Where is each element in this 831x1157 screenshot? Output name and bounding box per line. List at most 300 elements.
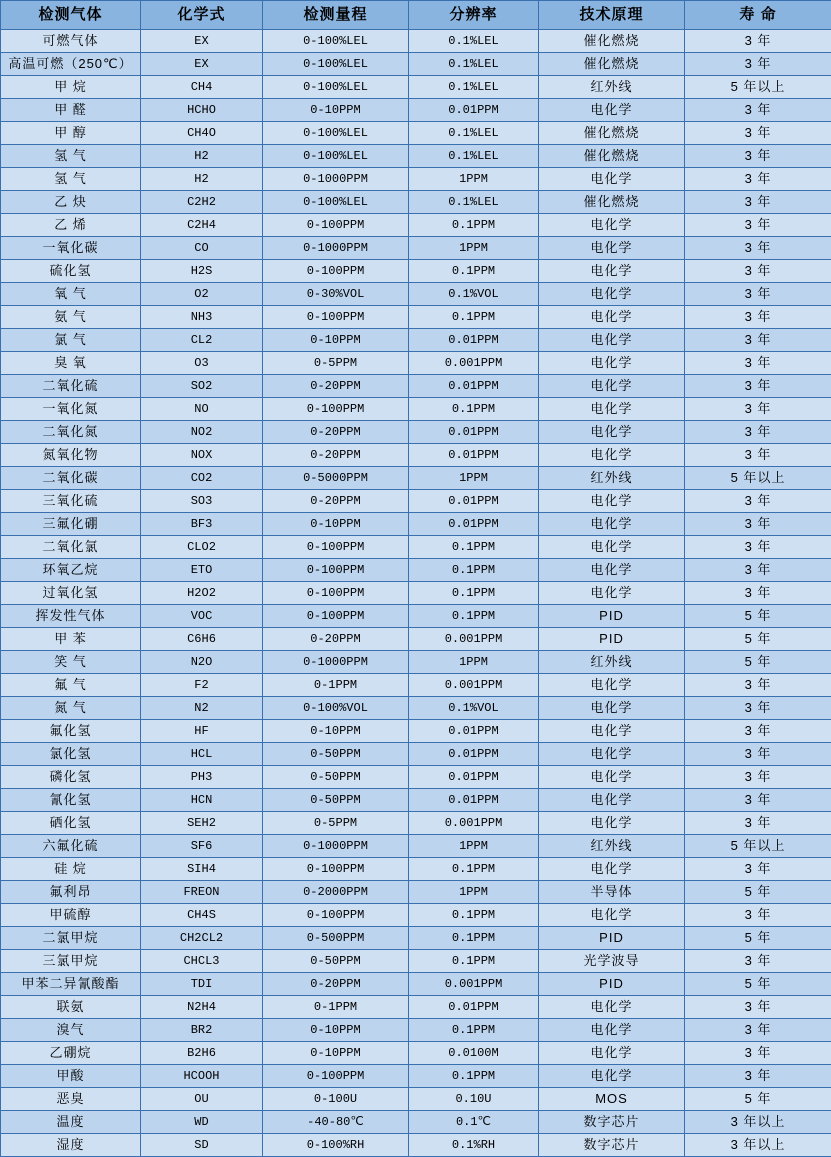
cell-resolution: 0.1℃: [409, 1111, 539, 1134]
cell-gas: 氮氧化物: [1, 444, 141, 467]
cell-gas: 六氟化硫: [1, 835, 141, 858]
table-row: [1, 812, 831, 835]
cell-gas: 臭 氧: [1, 352, 141, 375]
cell-lifetime: 3 年: [685, 536, 831, 559]
table-row: [1, 743, 831, 766]
cell-lifetime: 3 年: [685, 398, 831, 421]
table-row: [1, 168, 831, 191]
cell-range: 0-5PPM: [263, 352, 409, 375]
cell-range: 0-100U: [263, 1088, 409, 1111]
cell-technology: 电化学: [539, 214, 685, 237]
cell-gas: 硫化氢: [1, 260, 141, 283]
table-row: [1, 122, 831, 145]
cell-range: 0-100PPM: [263, 904, 409, 927]
cell-lifetime: 3 年: [685, 582, 831, 605]
cell-gas: 高温可燃（250℃）: [1, 53, 141, 76]
cell-resolution: 0.001PPM: [409, 812, 539, 835]
cell-gas: 可燃气体: [1, 30, 141, 53]
table-row: [1, 973, 831, 996]
table-row: [1, 30, 831, 53]
cell-formula: CLO2: [141, 536, 263, 559]
cell-range: 0-5000PPM: [263, 467, 409, 490]
cell-formula: HCOOH: [141, 1065, 263, 1088]
cell-formula: N2H4: [141, 996, 263, 1019]
cell-range: 0-50PPM: [263, 766, 409, 789]
cell-resolution: 0.1%LEL: [409, 145, 539, 168]
column-header-gas: 检测气体: [1, 1, 141, 30]
cell-resolution: 0.01PPM: [409, 513, 539, 536]
cell-formula: B2H6: [141, 1042, 263, 1065]
cell-range: 0-10PPM: [263, 513, 409, 536]
cell-gas: 二氯甲烷: [1, 927, 141, 950]
cell-gas: 氢 气: [1, 145, 141, 168]
cell-gas: 一氧化碳: [1, 237, 141, 260]
table-row: [1, 421, 831, 444]
table-row: [1, 76, 831, 99]
cell-formula: ETO: [141, 559, 263, 582]
cell-lifetime: 5 年以上: [685, 467, 831, 490]
cell-range: 0-100%LEL: [263, 122, 409, 145]
table-row: [1, 260, 831, 283]
cell-lifetime: 3 年: [685, 53, 831, 76]
table-row: [1, 1111, 831, 1134]
cell-technology: 催化燃烧: [539, 145, 685, 168]
cell-gas: 二氧化氮: [1, 421, 141, 444]
table-row: [1, 352, 831, 375]
table-row: [1, 927, 831, 950]
cell-resolution: 1PPM: [409, 237, 539, 260]
cell-resolution: 0.1PPM: [409, 904, 539, 927]
cell-lifetime: 3 年以上: [685, 1134, 831, 1157]
cell-formula: H2: [141, 145, 263, 168]
cell-resolution: 0.01PPM: [409, 444, 539, 467]
cell-gas: 氰化氢: [1, 789, 141, 812]
cell-technology: 电化学: [539, 743, 685, 766]
cell-lifetime: 3 年: [685, 99, 831, 122]
cell-gas: 氯化氢: [1, 743, 141, 766]
cell-lifetime: 5 年: [685, 1088, 831, 1111]
cell-technology: 电化学: [539, 720, 685, 743]
cell-formula: CHCL3: [141, 950, 263, 973]
cell-formula: C6H6: [141, 628, 263, 651]
column-header-technology: 技术原理: [539, 1, 685, 30]
cell-range: 0-20PPM: [263, 490, 409, 513]
table-row: [1, 605, 831, 628]
cell-formula: C2H2: [141, 191, 263, 214]
table-row: [1, 99, 831, 122]
table-row: [1, 375, 831, 398]
cell-lifetime: 3 年: [685, 375, 831, 398]
cell-gas: 乙 炔: [1, 191, 141, 214]
column-header-range: 检测量程: [263, 1, 409, 30]
cell-lifetime: 5 年: [685, 651, 831, 674]
cell-technology: 电化学: [539, 444, 685, 467]
cell-range: 0-100PPM: [263, 858, 409, 881]
cell-technology: 电化学: [539, 582, 685, 605]
cell-technology: 红外线: [539, 467, 685, 490]
cell-formula: SIH4: [141, 858, 263, 881]
cell-technology: 电化学: [539, 329, 685, 352]
cell-technology: 光学波导: [539, 950, 685, 973]
cell-formula: NO: [141, 398, 263, 421]
column-header-lifetime: 寿 命: [685, 1, 831, 30]
cell-formula: FREON: [141, 881, 263, 904]
cell-formula: SEH2: [141, 812, 263, 835]
cell-resolution: 1PPM: [409, 168, 539, 191]
cell-technology: 电化学: [539, 490, 685, 513]
cell-formula: HCHO: [141, 99, 263, 122]
cell-gas: 氮 气: [1, 697, 141, 720]
cell-formula: H2: [141, 168, 263, 191]
cell-technology: 数字芯片: [539, 1111, 685, 1134]
cell-lifetime: 5 年以上: [685, 76, 831, 99]
cell-lifetime: 3 年: [685, 283, 831, 306]
table-row: [1, 789, 831, 812]
cell-technology: 红外线: [539, 76, 685, 99]
cell-lifetime: 3 年: [685, 260, 831, 283]
cell-resolution: 0.1%LEL: [409, 122, 539, 145]
cell-lifetime: 3 年: [685, 329, 831, 352]
cell-resolution: 0.1%LEL: [409, 53, 539, 76]
cell-lifetime: 3 年: [685, 214, 831, 237]
table-row: [1, 1134, 831, 1157]
cell-formula: BR2: [141, 1019, 263, 1042]
cell-technology: PID: [539, 628, 685, 651]
cell-formula: SO2: [141, 375, 263, 398]
cell-gas: 氯 气: [1, 329, 141, 352]
cell-gas: 氨 气: [1, 306, 141, 329]
column-header-resolution: 分辨率: [409, 1, 539, 30]
cell-formula: C2H4: [141, 214, 263, 237]
cell-resolution: 0.1PPM: [409, 214, 539, 237]
cell-lifetime: 3 年: [685, 674, 831, 697]
cell-range: 0-500PPM: [263, 927, 409, 950]
cell-resolution: 0.1PPM: [409, 582, 539, 605]
cell-formula: F2: [141, 674, 263, 697]
cell-technology: 电化学: [539, 789, 685, 812]
cell-range: 0-100%VOL: [263, 697, 409, 720]
cell-formula: CL2: [141, 329, 263, 352]
cell-range: 0-100%LEL: [263, 145, 409, 168]
cell-range: 0-10PPM: [263, 720, 409, 743]
cell-technology: 半导体: [539, 881, 685, 904]
table-header-row: [1, 1, 831, 30]
cell-lifetime: 5 年: [685, 881, 831, 904]
cell-range: 0-2000PPM: [263, 881, 409, 904]
cell-gas: 氢 气: [1, 168, 141, 191]
cell-resolution: 0.01PPM: [409, 766, 539, 789]
cell-formula: NO2: [141, 421, 263, 444]
cell-resolution: 0.1%LEL: [409, 76, 539, 99]
cell-technology: PID: [539, 973, 685, 996]
table-row: [1, 53, 831, 76]
cell-technology: 电化学: [539, 674, 685, 697]
cell-range: 0-100PPM: [263, 214, 409, 237]
table-row: [1, 467, 831, 490]
cell-gas: 挥发性气体: [1, 605, 141, 628]
cell-range: 0-50PPM: [263, 789, 409, 812]
cell-technology: 电化学: [539, 536, 685, 559]
cell-resolution: 0.1PPM: [409, 858, 539, 881]
cell-lifetime: 3 年: [685, 122, 831, 145]
cell-resolution: 0.0100M: [409, 1042, 539, 1065]
cell-gas: 过氧化氢: [1, 582, 141, 605]
table-row: [1, 766, 831, 789]
cell-formula: VOC: [141, 605, 263, 628]
cell-technology: 电化学: [539, 398, 685, 421]
cell-formula: CO2: [141, 467, 263, 490]
cell-formula: CH4: [141, 76, 263, 99]
cell-range: 0-100%LEL: [263, 191, 409, 214]
cell-technology: 电化学: [539, 1065, 685, 1088]
cell-range: 0-100PPM: [263, 1065, 409, 1088]
table-row: [1, 283, 831, 306]
cell-technology: 电化学: [539, 766, 685, 789]
cell-gas: 硒化氢: [1, 812, 141, 835]
table-row: [1, 306, 831, 329]
cell-resolution: 0.1PPM: [409, 950, 539, 973]
cell-gas: 一氧化氮: [1, 398, 141, 421]
table-row: [1, 1019, 831, 1042]
table-row: [1, 881, 831, 904]
cell-gas: 湿度: [1, 1134, 141, 1157]
cell-resolution: 0.1PPM: [409, 1019, 539, 1042]
cell-technology: 红外线: [539, 651, 685, 674]
cell-range: 0-20PPM: [263, 444, 409, 467]
cell-resolution: 0.001PPM: [409, 628, 539, 651]
cell-resolution: 0.1PPM: [409, 260, 539, 283]
cell-range: 0-20PPM: [263, 973, 409, 996]
cell-resolution: 0.1PPM: [409, 398, 539, 421]
cell-gas: 联氨: [1, 996, 141, 1019]
cell-lifetime: 3 年: [685, 1019, 831, 1042]
cell-resolution: 0.01PPM: [409, 375, 539, 398]
cell-gas: 甲酸: [1, 1065, 141, 1088]
cell-formula: CH2CL2: [141, 927, 263, 950]
cell-technology: 数字芯片: [539, 1134, 685, 1157]
cell-technology: 电化学: [539, 697, 685, 720]
table-row: [1, 490, 831, 513]
cell-lifetime: 3 年: [685, 30, 831, 53]
cell-lifetime: 3 年: [685, 1042, 831, 1065]
cell-range: 0-5PPM: [263, 812, 409, 835]
cell-range: 0-20PPM: [263, 375, 409, 398]
cell-gas: 三氟化硼: [1, 513, 141, 536]
cell-gas: 甲硫醇: [1, 904, 141, 927]
cell-resolution: 0.10U: [409, 1088, 539, 1111]
cell-resolution: 0.01PPM: [409, 743, 539, 766]
table-row: [1, 674, 831, 697]
cell-gas: 环氧乙烷: [1, 559, 141, 582]
cell-lifetime: 3 年: [685, 950, 831, 973]
cell-technology: 电化学: [539, 1042, 685, 1065]
cell-technology: 电化学: [539, 375, 685, 398]
cell-gas: 乙硼烷: [1, 1042, 141, 1065]
cell-range: 0-20PPM: [263, 628, 409, 651]
cell-range: 0-50PPM: [263, 950, 409, 973]
cell-gas: 乙 烯: [1, 214, 141, 237]
cell-lifetime: 3 年: [685, 421, 831, 444]
cell-technology: 电化学: [539, 513, 685, 536]
cell-range: 0-10PPM: [263, 1042, 409, 1065]
cell-lifetime: 5 年: [685, 628, 831, 651]
cell-formula: NH3: [141, 306, 263, 329]
cell-technology: 电化学: [539, 260, 685, 283]
cell-lifetime: 5 年: [685, 605, 831, 628]
cell-range: 0-100%LEL: [263, 53, 409, 76]
cell-gas: 二氧化硫: [1, 375, 141, 398]
cell-lifetime: 3 年: [685, 904, 831, 927]
cell-technology: 电化学: [539, 99, 685, 122]
cell-technology: 电化学: [539, 237, 685, 260]
cell-resolution: 1PPM: [409, 881, 539, 904]
cell-range: 0-1000PPM: [263, 168, 409, 191]
cell-formula: OU: [141, 1088, 263, 1111]
cell-resolution: 0.1PPM: [409, 605, 539, 628]
cell-formula: N2O: [141, 651, 263, 674]
cell-formula: O3: [141, 352, 263, 375]
cell-gas: 甲 醇: [1, 122, 141, 145]
cell-resolution: 1PPM: [409, 651, 539, 674]
cell-gas: 甲 醛: [1, 99, 141, 122]
table-row: [1, 996, 831, 1019]
table-row: [1, 237, 831, 260]
cell-formula: SO3: [141, 490, 263, 513]
cell-range: 0-100PPM: [263, 559, 409, 582]
cell-lifetime: 3 年: [685, 766, 831, 789]
cell-gas: 溴气: [1, 1019, 141, 1042]
table-row: [1, 835, 831, 858]
cell-lifetime: 3 年: [685, 191, 831, 214]
cell-formula: NOX: [141, 444, 263, 467]
cell-formula: SF6: [141, 835, 263, 858]
cell-lifetime: 3 年: [685, 513, 831, 536]
cell-lifetime: 3 年: [685, 145, 831, 168]
table-row: [1, 329, 831, 352]
cell-gas: 三氯甲烷: [1, 950, 141, 973]
cell-lifetime: 3 年以上: [685, 1111, 831, 1134]
cell-technology: 红外线: [539, 835, 685, 858]
cell-lifetime: 3 年: [685, 306, 831, 329]
cell-range: 0-100PPM: [263, 582, 409, 605]
cell-resolution: 0.1PPM: [409, 927, 539, 950]
cell-formula: WD: [141, 1111, 263, 1134]
cell-range: 0-1000PPM: [263, 237, 409, 260]
cell-resolution: 0.1%VOL: [409, 283, 539, 306]
cell-lifetime: 3 年: [685, 812, 831, 835]
cell-technology: 电化学: [539, 421, 685, 444]
table-row: [1, 513, 831, 536]
cell-technology: PID: [539, 605, 685, 628]
table-row: [1, 697, 831, 720]
cell-resolution: 0.01PPM: [409, 490, 539, 513]
cell-technology: 电化学: [539, 306, 685, 329]
cell-range: 0-100PPM: [263, 260, 409, 283]
cell-formula: CH4S: [141, 904, 263, 927]
table-row: [1, 1042, 831, 1065]
cell-gas: 甲 苯: [1, 628, 141, 651]
table-row: [1, 444, 831, 467]
cell-gas: 笑 气: [1, 651, 141, 674]
cell-formula: H2S: [141, 260, 263, 283]
table-row: [1, 950, 831, 973]
cell-range: 0-100%LEL: [263, 76, 409, 99]
cell-resolution: 0.01PPM: [409, 421, 539, 444]
cell-formula: PH3: [141, 766, 263, 789]
cell-range: 0-10PPM: [263, 99, 409, 122]
table-row: [1, 1065, 831, 1088]
cell-formula: BF3: [141, 513, 263, 536]
cell-lifetime: 3 年: [685, 1065, 831, 1088]
cell-technology: 电化学: [539, 283, 685, 306]
cell-lifetime: 5 年: [685, 973, 831, 996]
cell-range: 0-10PPM: [263, 329, 409, 352]
cell-resolution: 0.1PPM: [409, 559, 539, 582]
cell-range: 0-100PPM: [263, 536, 409, 559]
cell-resolution: 0.01PPM: [409, 720, 539, 743]
cell-resolution: 0.001PPM: [409, 674, 539, 697]
table-row: [1, 145, 831, 168]
cell-resolution: 0.1PPM: [409, 1065, 539, 1088]
cell-resolution: 0.001PPM: [409, 973, 539, 996]
cell-resolution: 0.1PPM: [409, 536, 539, 559]
cell-technology: 催化燃烧: [539, 191, 685, 214]
cell-range: 0-20PPM: [263, 421, 409, 444]
cell-lifetime: 3 年: [685, 996, 831, 1019]
cell-range: 0-10PPM: [263, 1019, 409, 1042]
cell-range: 0-1PPM: [263, 996, 409, 1019]
cell-technology: 催化燃烧: [539, 30, 685, 53]
cell-range: 0-30%VOL: [263, 283, 409, 306]
cell-formula: CH4O: [141, 122, 263, 145]
cell-technology: 电化学: [539, 858, 685, 881]
cell-formula: HCL: [141, 743, 263, 766]
cell-technology: 电化学: [539, 352, 685, 375]
cell-lifetime: 3 年: [685, 490, 831, 513]
cell-lifetime: 3 年: [685, 237, 831, 260]
cell-technology: 电化学: [539, 1019, 685, 1042]
cell-resolution: 0.01PPM: [409, 996, 539, 1019]
cell-formula: HF: [141, 720, 263, 743]
cell-resolution: 0.1%LEL: [409, 191, 539, 214]
cell-range: 0-50PPM: [263, 743, 409, 766]
cell-lifetime: 3 年: [685, 352, 831, 375]
cell-formula: EX: [141, 53, 263, 76]
cell-range: 0-100PPM: [263, 306, 409, 329]
table-row: [1, 651, 831, 674]
cell-lifetime: 3 年: [685, 858, 831, 881]
cell-resolution: 0.1%VOL: [409, 697, 539, 720]
table-row: [1, 858, 831, 881]
cell-technology: MOS: [539, 1088, 685, 1111]
cell-resolution: 1PPM: [409, 467, 539, 490]
table-row: [1, 904, 831, 927]
cell-gas: 磷化氢: [1, 766, 141, 789]
cell-range: 0-1000PPM: [263, 651, 409, 674]
cell-lifetime: 3 年: [685, 720, 831, 743]
cell-range: 0-1000PPM: [263, 835, 409, 858]
cell-resolution: 0.1%LEL: [409, 30, 539, 53]
cell-resolution: 0.01PPM: [409, 789, 539, 812]
cell-technology: 电化学: [539, 168, 685, 191]
cell-formula: HCN: [141, 789, 263, 812]
cell-formula: EX: [141, 30, 263, 53]
cell-range: -40-80℃: [263, 1111, 409, 1134]
cell-formula: CO: [141, 237, 263, 260]
cell-technology: 电化学: [539, 904, 685, 927]
cell-gas: 甲 烷: [1, 76, 141, 99]
cell-lifetime: 5 年以上: [685, 835, 831, 858]
